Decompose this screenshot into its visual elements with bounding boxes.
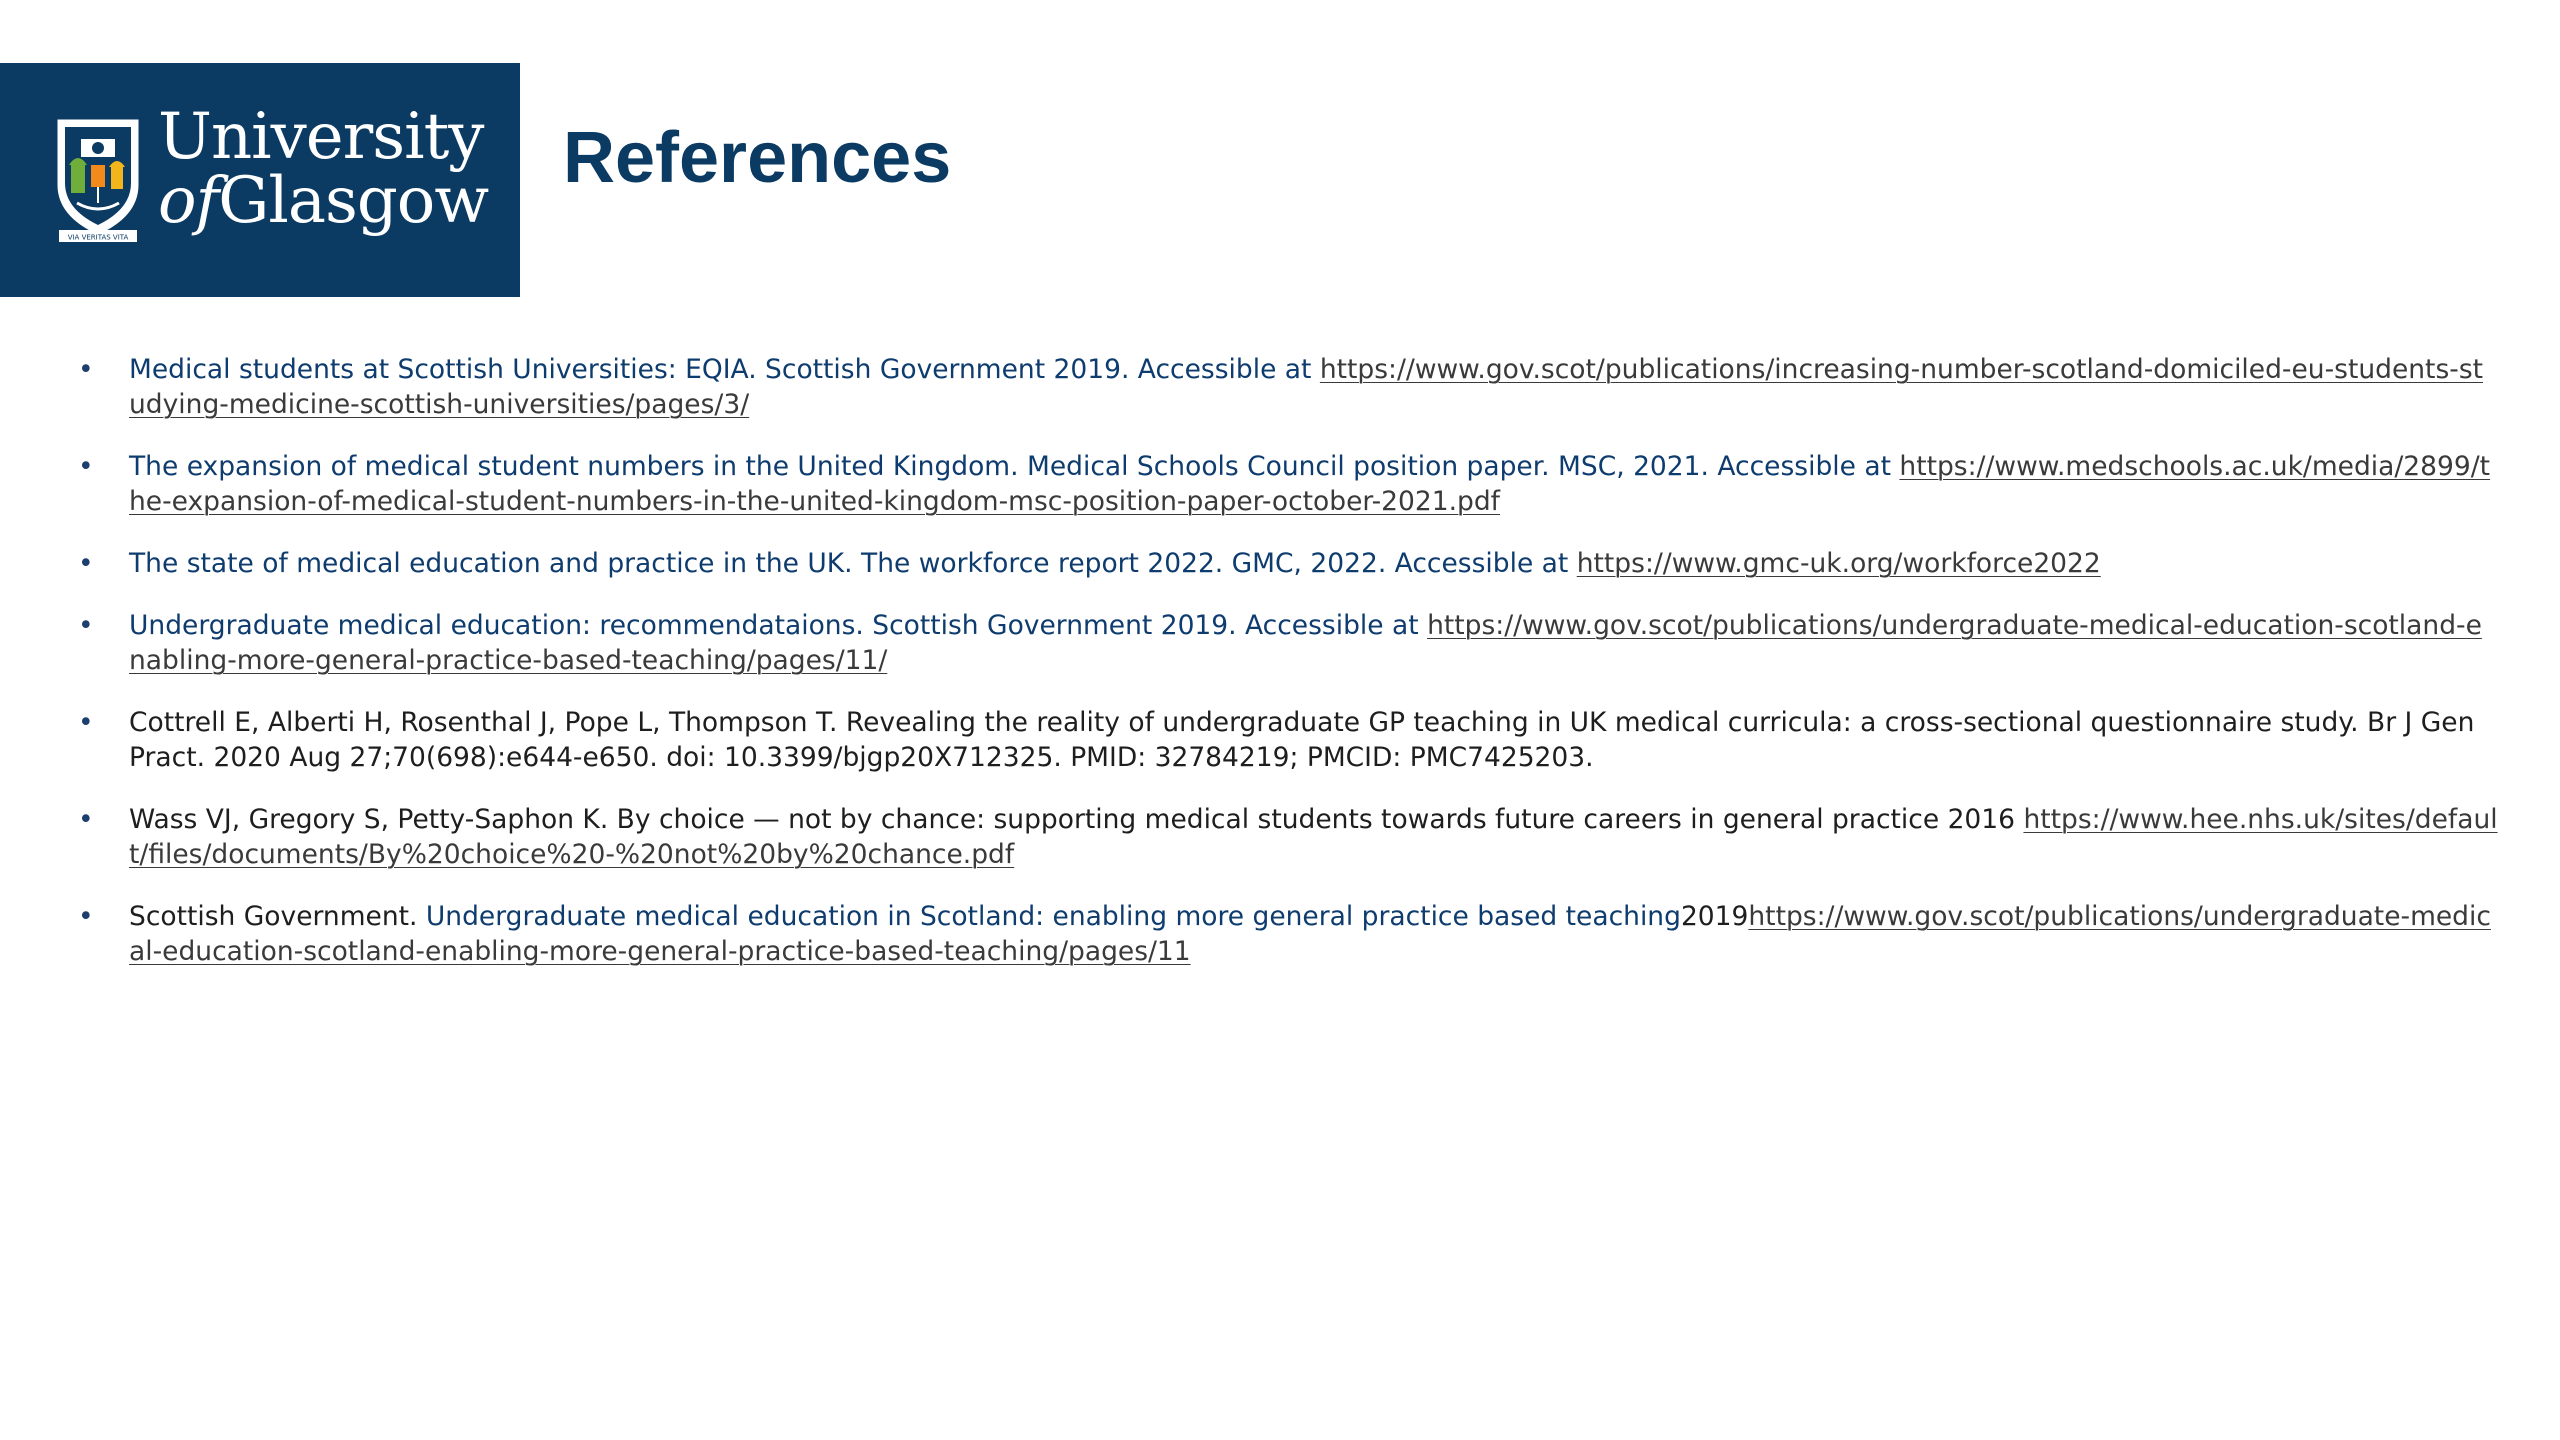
reference-year: 2019 — [1680, 901, 1749, 932]
university-crest-icon — [53, 115, 143, 245]
bullet-icon: • — [78, 354, 94, 385]
reference-text: Undergraduate medical education in Scotland: enabling more general practice based teaching — [425, 901, 1681, 932]
university-name-line1: University — [158, 100, 484, 174]
university-name-line2 — [158, 164, 489, 238]
reference-item — [78, 705, 2498, 775]
reference-item — [78, 352, 2498, 422]
university-name-of: of — [158, 164, 219, 238]
references-list — [78, 352, 2498, 996]
university-name-glasgow: Glasgow — [218, 164, 489, 238]
reference-item — [78, 608, 2498, 678]
page-title: References — [563, 118, 952, 198]
reference-item — [78, 449, 2498, 519]
reference-text: Wass VJ, Gregory S, Petty-Saphon K. By choice — not by chance: supporting medical students towards future careers in general practice 2016 — [129, 804, 2024, 835]
university-logo — [0, 63, 520, 297]
reference-link[interactable]: https://www.hee.nhs.uk/sites/default/files/documents/By%20choice%20-%20not%20by%20chance.pdf — [129, 804, 2498, 870]
reference-link[interactable]: https://www.gov.scot/publications/increasing-number-scotland-domiciled-eu-students-studying-medicine-scottish-universities/pages/3/ — [129, 354, 2484, 420]
bullet-icon: • — [78, 548, 94, 579]
reference-text: Medical students at Scottish Universities: EQIA. Scottish Government 2019. Accessible at — [129, 354, 1320, 385]
reference-link[interactable]: https://www.medschools.ac.uk/media/2899/the-expansion-of-medical-student-numbers-in-the-united-kingdom-msc-position-paper-october-2021.pdf — [129, 451, 2491, 517]
bullet-icon: • — [78, 707, 94, 738]
bullet-icon: • — [78, 451, 94, 482]
reference-text: The state of medical education and practice in the UK. The workforce report 2022. GMC, 2022. Accessible at — [129, 548, 1577, 579]
reference-item — [78, 802, 2498, 872]
bullet-icon: • — [78, 804, 94, 835]
reference-link[interactable]: https://www.gmc-uk.org/workforce2022 — [1576, 548, 2101, 579]
reference-item — [78, 899, 2498, 969]
reference-text: The expansion of medical student numbers in the United Kingdom. Medical Schools Council position paper. MSC, 2021. Accessible at — [129, 451, 1900, 482]
reference-text: Undergraduate medical education: recommendataions. Scottish Government 2019. Accessible at — [129, 610, 1428, 641]
bullet-icon: • — [78, 901, 94, 932]
reference-link[interactable]: https://www.gov.scot/publications/undergraduate-medical-education-scotland-enabling-more-general-practice-based-teaching/pages/11 — [129, 901, 2491, 967]
crest-motto: VIA VERITAS VITA — [67, 233, 129, 242]
reference-link[interactable]: https://www.gov.scot/publications/undergraduate-medical-education-scotland-enabling-more-general-practice-based-teaching/pages/11/ — [129, 610, 2482, 676]
reference-prefix: Scottish Government. — [129, 901, 426, 932]
university-name — [158, 100, 489, 238]
reference-text: Cottrell E, Alberti H, Rosenthal J, Pope L, Thompson T. Revealing the reality of undergraduate GP teaching in UK medical curricula: a cross-sectional questionnaire study. Br J Gen Pract. 2020 Aug 27;70(698):e644-e650. doi: 10.3399/bjgp20X712325. PMID: 32784219; PMCID: PMC7425203. — [129, 707, 2475, 773]
bullet-icon: • — [78, 610, 94, 641]
reference-item — [78, 546, 2498, 581]
